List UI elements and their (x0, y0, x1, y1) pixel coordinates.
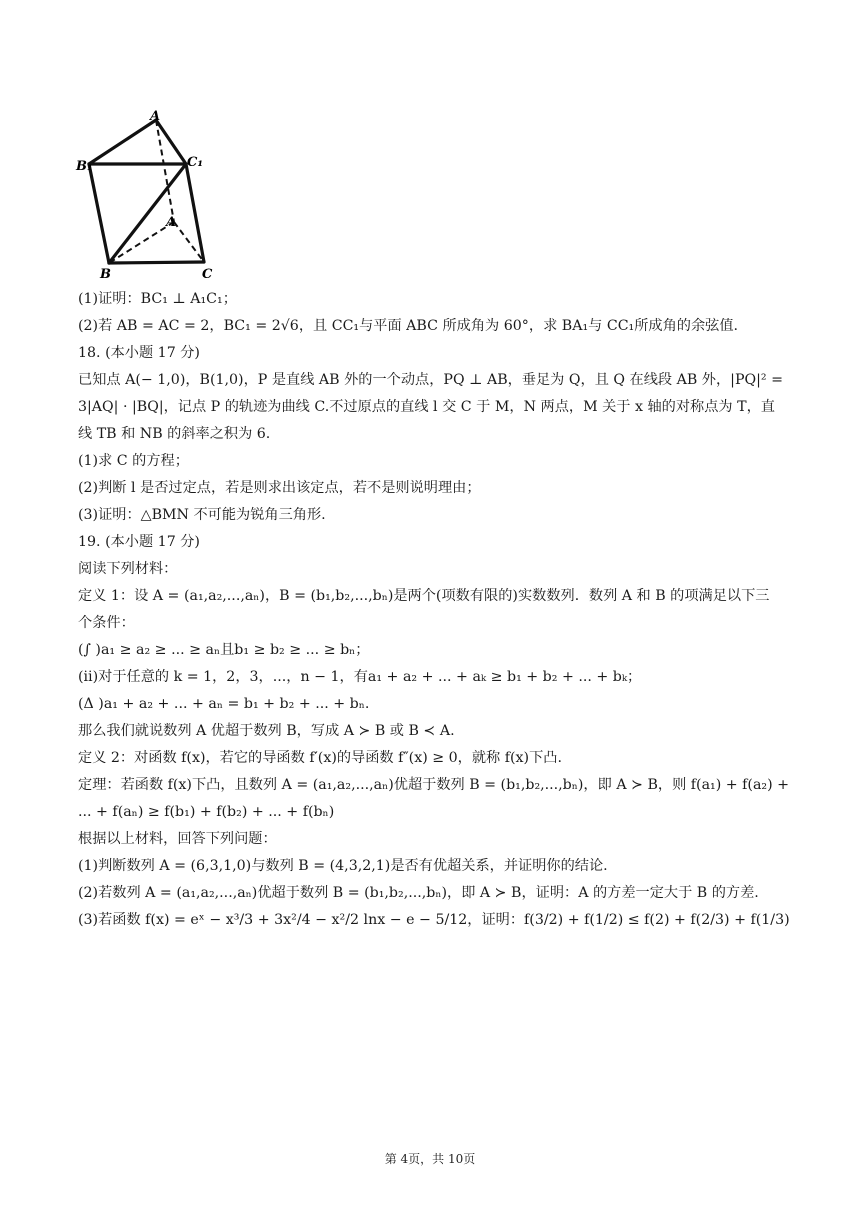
text-line: 已知点 A(− 1,0)，B(1,0)，P 是直线 AB 外的一个动点，PQ ⊥ AB，垂足为 Q，且 Q 在线段 AB 外，|PQ|² = (78, 372, 783, 388)
text-line: (3)证明：△BMN 不可能为锐角三角形. (78, 507, 326, 523)
text-line: (2)若 AB = AC = 2，BC₁ = 2√6，且 CC₁与平面 ABC 所成角为 60°，求 BA₁与 CC₁所成角的余弦值. (78, 318, 739, 334)
text-line: (1)证明：BC₁ ⊥ A₁C₁； (78, 291, 237, 307)
text-line: (1)判断数列 A = (6,3,1,0)与数列 B = (4,3,2,1)是否有优超关系，并证明你的结论. (78, 858, 608, 874)
text-line: 定理：若函数 f(x)下凸，且数列 A = (a₁,a₂,...,aₙ)优超于数列 B = (b₁,b₂,...,bₙ)，即 A ≻ B，则 f(a₁) + f(a₂) + (78, 777, 790, 793)
text-line: ... + f(aₙ) ≥ f(b₁) + f(b₂) + ... + f(bₙ) (78, 804, 335, 820)
text-line: 那么我们就说数列 A 优超于数列 B，写成 A ≻ B 或 B ≺ A. (78, 723, 455, 739)
edge-b-c (109, 262, 204, 263)
label-a: A (166, 215, 177, 230)
text-line: 个条件： (78, 615, 135, 631)
edge-b-c1 (109, 164, 186, 263)
label-a1: A (150, 109, 161, 124)
edge-c1-c (186, 164, 204, 262)
label-b: B (100, 267, 111, 282)
text-line: (∫ )a₁ ≥ a₂ ≥ ... ≥ aₙ且b₁ ≥ b₂ ≥ ... ≥ bₙ； (78, 642, 370, 658)
text-line: 根据以上材料，回答下列问题： (78, 831, 277, 847)
text-line: 线 TB 和 NB 的斜率之积为 6. (78, 426, 271, 442)
edge-a1-b1 (89, 120, 156, 164)
question-heading: 19. (本小题 17 分) (78, 534, 200, 550)
text-line: (ⅱ)对于任意的 k = 1，2，3，...，n − 1，有a₁ + a₂ + ... + aₖ ≥ b₁ + b₂ + ... + bₖ； (78, 669, 642, 685)
label-c: C (202, 267, 213, 282)
text-line: 3|AQ| · |BQ|，记点 P 的轨迹为曲线 C.不过原点的直线 l 交 C 于 M，N 两点，M 关于 x 轴的对称点为 T，直 (78, 399, 775, 415)
hidden-edge-a-b (109, 222, 174, 263)
text-line: (2)若数列 A = (a₁,a₂,...,aₙ)优超于数列 B = (b₁,b₂,...,bₙ)，即 A ≻ B，证明：A 的方差一定大于 B 的方差. (78, 885, 759, 901)
text-line: 阅读下列材料： (78, 561, 178, 577)
text-line: 定义 1：设 A = (a₁,a₂,...,aₙ)，B = (b₁,b₂,...,bₙ)是两个(项数有限的)实数数列．数列 A 和 B 的项满足以下三 (78, 588, 770, 604)
text-line: (1)求 C 的方程； (78, 453, 189, 469)
problem-text (78, 290, 790, 929)
edge-b1-b (89, 164, 109, 263)
label-c1: C₁ (187, 155, 204, 170)
label-b1: B₁ (76, 159, 93, 174)
text-line: (3)若函数 f(x) = eˣ − x³/3 + 3x²/4 − x²/2 lnx − e − 5/12，证明：f(3/2) + f(1/2) ≤ f(2) + f(2/3) + f(1/3) (78, 912, 790, 928)
question-heading: 18. (本小题 17 分) (78, 345, 200, 361)
text-line: 定义 2：对函数 f(x)，若它的导函数 f′(x)的导函数 f″(x) ≥ 0，就称 f(x)下凸. (78, 750, 562, 766)
text-line: (Δ )a₁ + a₂ + ... + aₙ = b₁ + b₂ + ... + bₙ. (78, 696, 370, 712)
page-footer: 第 4页，共 10页 (384, 1152, 476, 1166)
text-line: (2)判断 l 是否过定点，若是则求出该定点，若不是则说明理由； (78, 480, 481, 496)
prism-figure (74, 104, 234, 282)
